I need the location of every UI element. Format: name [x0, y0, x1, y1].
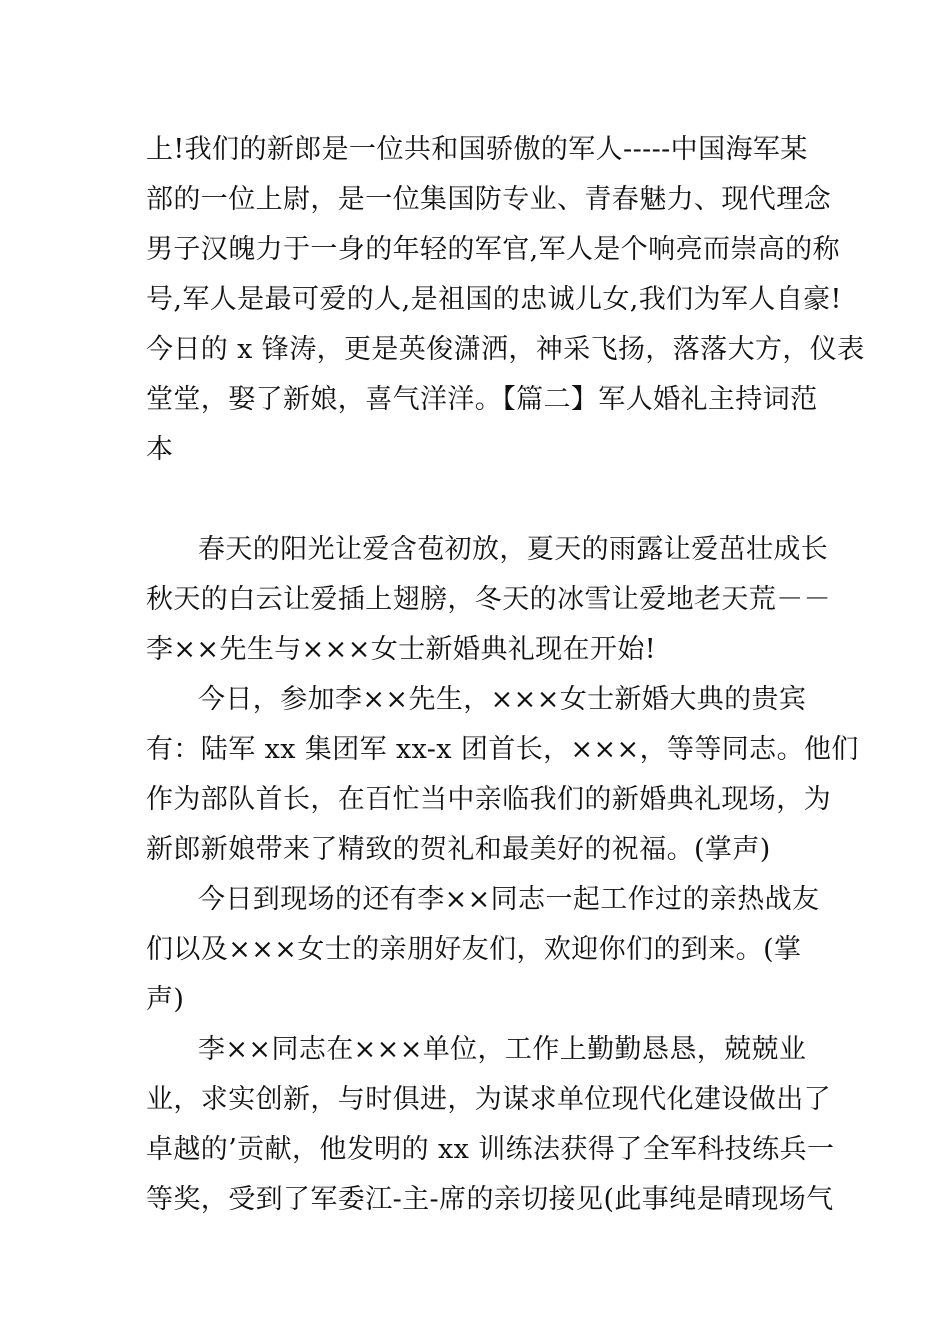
text-line: 有：陆军 xx 集团军 xx-x 团首长，×××，等等同志。他们 — [146, 734, 859, 765]
text-line: 作为部队首长，在百忙当中亲临我们的新婚典礼现场，为 — [146, 784, 831, 815]
text-line: 秋天的白云让爱插上翅膀，冬天的冰雪让爱地老天荒－－ — [146, 584, 831, 615]
text-line: 等奖，受到了军委江-主-席的亲切接见(此事纯是晴现场气 — [146, 1184, 834, 1215]
text-line: 本 — [146, 434, 174, 465]
text-line: 堂堂，娶了新娘，喜气洋洋。【篇二】军人婚礼主持词范 — [146, 384, 818, 415]
text-line: 男子汉魄力于一身的年轻的军官,军人是个响亮而崇高的称 — [146, 234, 840, 265]
text-line: 李××同志在×××单位，工作上勤勤恳恳，兢兢业 — [198, 1034, 807, 1065]
text-line: 声) — [146, 984, 185, 1015]
text-line: 李××先生与×××女士新婚典礼现在开始! — [146, 634, 656, 665]
text-line: 新郎新娘带来了精致的贺礼和最美好的祝福。(掌声) — [146, 834, 771, 865]
text-line: 们以及×××女士的亲朋好友们，欢迎你们的到来。(掌 — [146, 934, 802, 965]
text-line: 春天的阳光让爱含苞初放，夏天的雨露让爱茁壮成长 — [198, 534, 829, 565]
text-line: 今日，参加李××先生，×××女士新婚大典的贵宾 — [198, 684, 807, 715]
text-line: 部的一位上尉，是一位集国防专业、青春魅力、现代理念 — [146, 184, 831, 215]
text-line: 今日到现场的还有李××同志一起工作过的亲热战友 — [198, 884, 820, 915]
text-line: 卓越的’贡献，他发明的 xx 训练法获得了全军科技练兵一 — [146, 1134, 835, 1165]
text-line: 业，求实创新，与时俱进，为谋求单位现代化建设做出了 — [146, 1084, 831, 1115]
text-line: 今日的 x 锋涛，更是英俊潇洒，神采飞扬，落落大方，仪表 — [146, 334, 865, 365]
text-line: 号,军人是最可爱的人,是祖国的忠诚儿女,我们为军人自豪! — [146, 284, 842, 315]
text-line: 上!我们的新郎是一位共和国骄傲的军人-----中国海军某 — [146, 134, 808, 165]
